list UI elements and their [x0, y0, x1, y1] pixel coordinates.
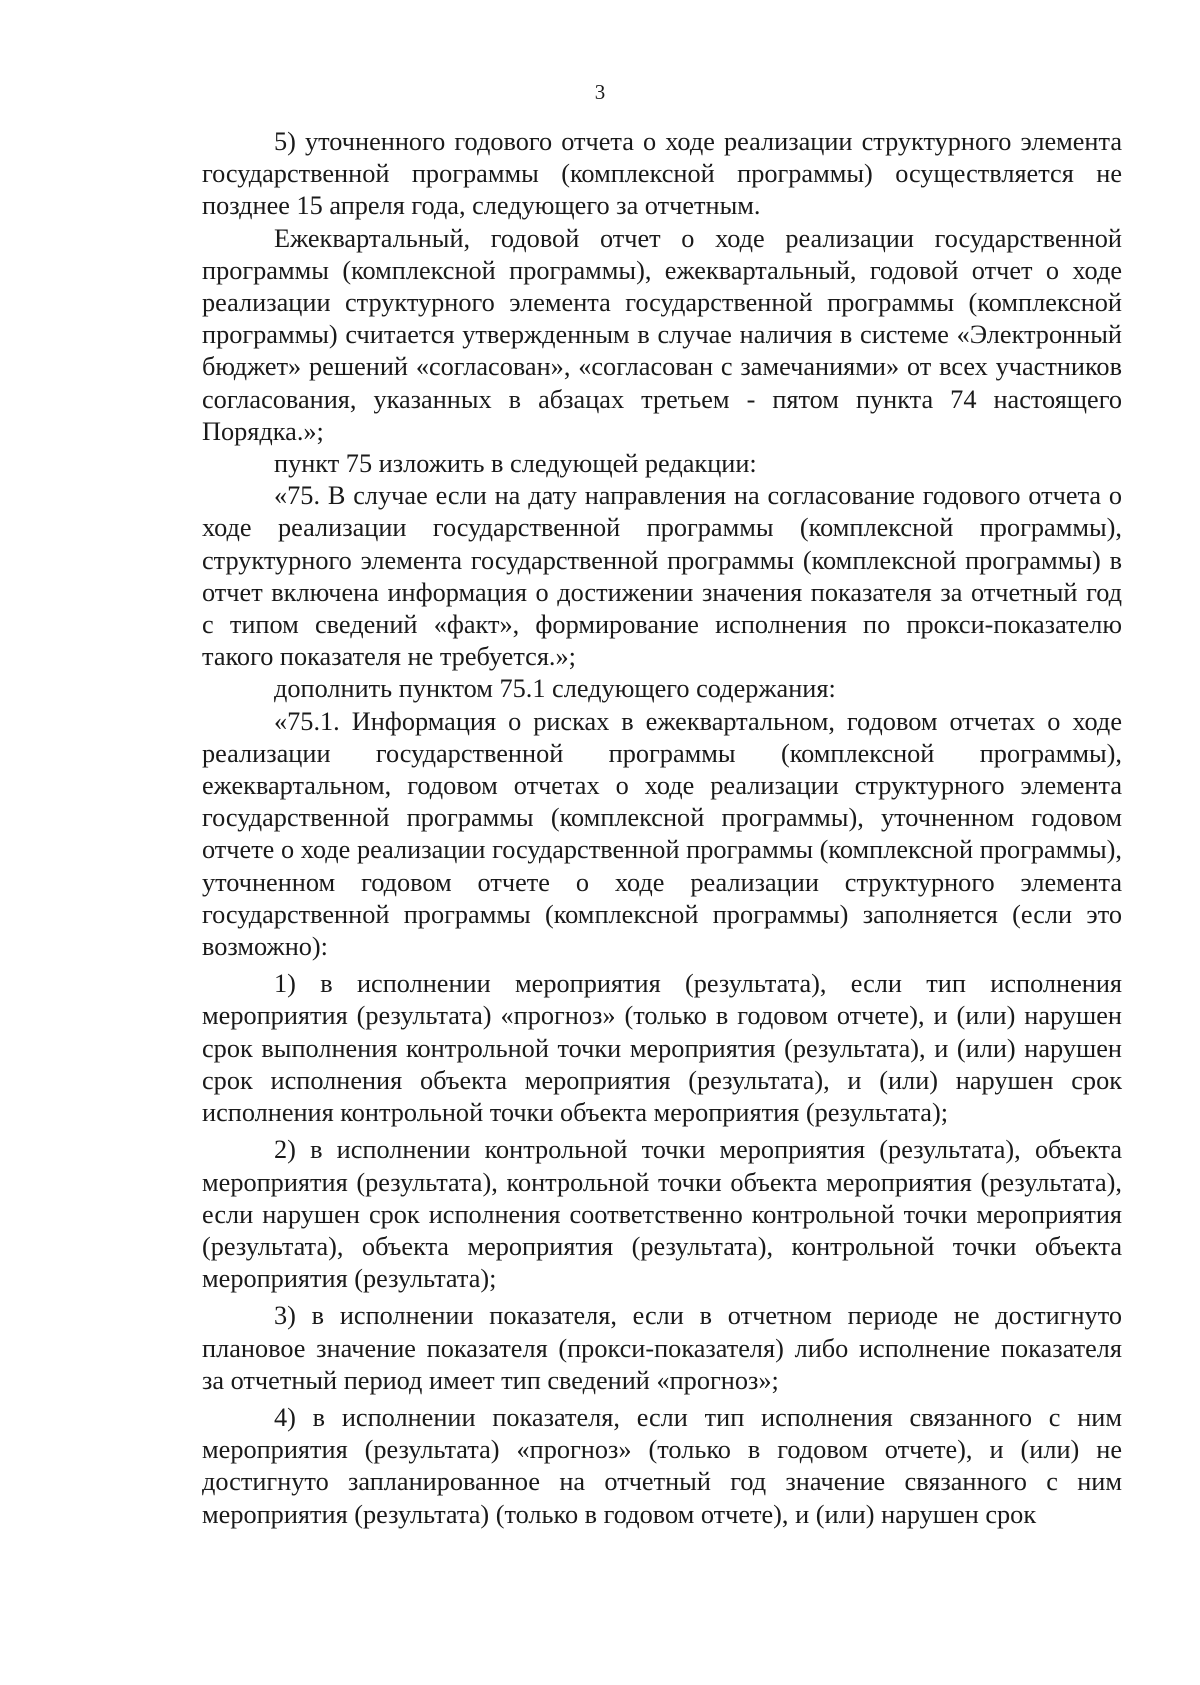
paragraph-list-item-4: 4) в исполнении показателя, если тип исполнения связанного с ним мероприятия (результата) «прогноз» (только в годовом отчете), и (или) не достигнуто запланированное на отчетный год значение связанного с ним мероприятия (результата) (только в годовом отчете), и (или) нарушен срок: [202, 1402, 1122, 1529]
paragraph-list-item-1: 1) в исполнении мероприятия (результата), если тип исполнения мероприятия (результата) «прогноз» (только в годовом отчете), и (или) нарушен срок выполнения контрольной точки мероприятия (результата), и (или) нарушен срок исполнения объекта мероприятия (результата), и (или) нарушен срок исполнения контрольной точки объекта мероприятия (результата);: [202, 969, 1122, 1128]
paragraph-point-75-1: «75.1. Информация о рисках в ежеквартальном, годовом отчетах о ходе реализации государственной программы (комплексной программы), ежеквартальном, годовом отчетах о ходе реализации структурного элемента государственной программы (комплексной программы), уточненном годовом отчете о ходе реализации государственной программы (комплексной программы), уточненном годовом отчете о ходе реализации структурного элемента государственной программы (комплексной программы) заполняется (если это возможно):: [202, 706, 1122, 962]
paragraph-point-75-1-intro: дополнить пунктом 75.1 следующего содержания:: [274, 674, 836, 704]
page-number: 3: [594, 80, 606, 104]
paragraph-point-75: «75. В случае если на дату направления на согласование годового отчета о ходе реализации государственной программы (комплексной программы), структурного элемента государственной программы (комплексной программы) в отчет включена информация о достижении значения показателя за отчетный год с типом сведений «факт», формирование исполнения по прокси-показателю такого показателя не требуется.»;: [202, 481, 1122, 672]
document-body: [202, 126, 1122, 1531]
paragraph-list-item-2: 2) в исполнении контрольной точки мероприятия (результата), объекта мероприятия (результата), контрольной точки объекта мероприятия (результата), если нарушен срок исполнения соответственно контрольной точки мероприятия (результата), объекта мероприятия (результата), контрольной точки объекта мероприятия (результата);: [202, 1135, 1122, 1294]
paragraph-point-75-intro: пункт 75 изложить в следующей редакции:: [274, 449, 757, 479]
paragraph-item-5-clause: 5) уточненного годового отчета о ходе реализации структурного элемента государственной программы (комплексной программы) осуществляется не позднее 15 апреля года, следующего за отчетным.: [202, 127, 1122, 221]
paragraph-report-approval: Ежеквартальный, годовой отчет о ходе реализации государственной программы (комплексной программы), ежеквартальный, годовой отчет о ходе реализации структурного элемента государственной программы (комплексной программы) считается утвержденным в случае наличия в системе «Электронный бюджет» решений «согласован», «согласован с замечаниями» от всех участников согласования, указанных в абзацах третьем - пятом пункта 74 настоящего Порядка.»;: [202, 223, 1122, 446]
paragraph-list-item-3: 3) в исполнении показателя, если в отчетном периоде не достигнуто плановое значение показателя (прокси-показателя) либо исполнение показателя за отчетный период имеет тип сведений «прогноз»;: [202, 1301, 1122, 1395]
